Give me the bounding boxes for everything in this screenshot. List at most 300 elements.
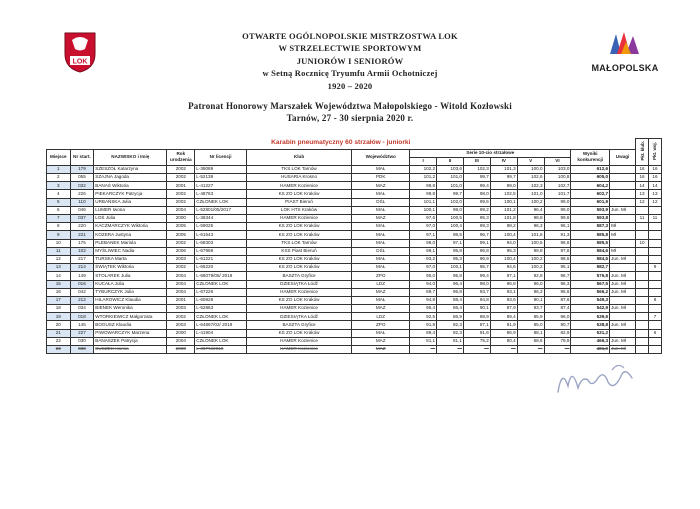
voivodeship-points-cell: 11 xyxy=(648,215,661,223)
series-score-cell: 100,1 xyxy=(410,206,437,214)
series-score-cell: — xyxy=(410,346,437,354)
series-score-cell: 100,2 xyxy=(517,198,544,206)
series-score-cell: 98,5 xyxy=(544,255,571,263)
club-points-cell: 11 xyxy=(636,215,649,223)
total-score-cell: 584,5 xyxy=(571,255,610,263)
series-score-cell: 98,8 xyxy=(517,215,544,223)
club-cell: LOK HTS Kraków xyxy=(246,206,351,214)
license-cell: CZŁONEK LOK xyxy=(195,313,247,321)
birth-year-cell: 2002 xyxy=(167,239,195,247)
club-cell: KSS Piast Bieruń xyxy=(246,247,351,255)
remarks-cell: Mł xyxy=(610,247,636,255)
header-woj: Województwo xyxy=(352,149,410,165)
series-score-cell: 103,0 xyxy=(544,165,571,173)
club-cell: TKS LOK Tarnów xyxy=(246,239,351,247)
voivodeship-cell: MAŁ xyxy=(352,255,410,263)
start-number-cell: 046 xyxy=(70,206,94,214)
club-cell: KS ZO LOK Kraków xyxy=(246,296,351,304)
series-score-cell: 94,8 xyxy=(463,296,490,304)
total-score-cell: 531,2 xyxy=(571,329,610,337)
series-score-cell: 100,4 xyxy=(490,231,517,239)
total-score-cell: 481,0 xyxy=(571,346,610,354)
voivodeship-cell: DŚL xyxy=(352,247,410,255)
birth-year-cell: 2002 xyxy=(167,198,195,206)
birth-year-cell: 2000 xyxy=(167,215,195,223)
series-score-cell: 96,7 xyxy=(463,231,490,239)
remarks-cell xyxy=(610,198,636,206)
series-score-cell: 99,8 xyxy=(410,190,437,198)
club-points-cell xyxy=(636,321,649,329)
series-score-cell: 99,8 xyxy=(517,247,544,255)
club-points-cell xyxy=(636,231,649,239)
series-score-cell: — xyxy=(544,346,571,354)
voivodeship-cell: MAŁ xyxy=(352,329,410,337)
club-points-cell xyxy=(636,206,649,214)
birth-year-cell: 2004 xyxy=(167,206,195,214)
birth-year-cell: 2002 xyxy=(167,313,195,321)
header-uwagi: Uwagi xyxy=(610,149,636,165)
voivodeship-cell: MAŁ xyxy=(352,296,410,304)
header-nr-start: Nr start. xyxy=(70,149,94,165)
voivodeship-points-cell xyxy=(648,239,661,247)
series-score-cell: 87,9 xyxy=(490,305,517,313)
place-cell: 19 xyxy=(47,313,71,321)
series-score-cell: 93,7 xyxy=(463,288,490,296)
total-score-cell: 604,2 xyxy=(571,182,610,190)
place-cell: 10 xyxy=(47,239,71,247)
club-points-cell: 14 xyxy=(636,182,649,190)
header-series-5: V xyxy=(517,157,544,165)
total-score-cell: 587,3 xyxy=(571,223,610,231)
table-row xyxy=(47,190,662,198)
table-row xyxy=(47,264,662,272)
series-score-cell: 98,2 xyxy=(490,223,517,231)
voivodeship-points-cell xyxy=(648,288,661,296)
remarks-cell xyxy=(610,174,636,182)
series-score-cell: 99,5 xyxy=(463,198,490,206)
voivodeship-points-cell xyxy=(648,321,661,329)
remarks-cell xyxy=(610,296,636,304)
series-score-cell: 86,4 xyxy=(437,305,464,313)
place-cell: 14 xyxy=(47,272,71,280)
voivodeship-points-cell xyxy=(648,272,661,280)
remarks-cell xyxy=(610,239,636,247)
remarks-cell: Jun. Mł xyxy=(610,337,636,345)
series-score-cell: 100,0 xyxy=(517,165,544,173)
table-row xyxy=(47,198,662,206)
club-cell: HAMER Kozienice xyxy=(246,182,351,190)
club-cell: HAMER Kozienice xyxy=(246,215,351,223)
birth-year-cell: 2004 xyxy=(167,272,195,280)
birth-year-cell: 2004 xyxy=(167,337,195,345)
series-score-cell: 89,7 xyxy=(410,288,437,296)
birth-year-cell: 2004 xyxy=(167,288,195,296)
header-series-4: IV xyxy=(490,157,517,165)
license-cell: CZŁONEK LOK xyxy=(195,198,247,206)
total-score-cell: 593,8 xyxy=(571,215,610,223)
voivodeship-points-cell: 13 xyxy=(648,190,661,198)
club-cell: HAMER Kozienice xyxy=(246,346,351,354)
header-series-2: II xyxy=(437,157,464,165)
series-score-cell: 94,0 xyxy=(410,280,437,288)
table-row xyxy=(47,255,662,263)
remarks-cell: Jun. Mł xyxy=(610,272,636,280)
place-cell: 5 xyxy=(47,198,71,206)
series-score-cell: 99,8 xyxy=(410,182,437,190)
club-points-cell xyxy=(636,296,649,304)
start-number-cell: 214 xyxy=(70,264,94,272)
series-score-cell: 89,4 xyxy=(490,313,517,321)
series-score-cell: 92,5 xyxy=(410,313,437,321)
voivodeship-points-cell: 16 xyxy=(648,174,661,182)
series-score-cell: 97,1 xyxy=(437,239,464,247)
start-number-cell: 212 xyxy=(70,296,94,304)
series-score-cell: 100,8 xyxy=(544,174,571,182)
series-score-cell: 100,4 xyxy=(490,255,517,263)
voivodeship-cell: MAŁ xyxy=(352,264,410,272)
series-score-cell: 89,4 xyxy=(410,329,437,337)
series-score-cell: 85,0 xyxy=(517,321,544,329)
series-score-cell: 99,7 xyxy=(463,174,490,182)
remarks-cell xyxy=(610,215,636,223)
name-cell: LUMER Iwona xyxy=(94,206,167,214)
table-title: Karabin pneumatyczny 60 strzałów - juniorki xyxy=(47,139,636,150)
table-row xyxy=(47,215,662,223)
series-score-cell: 99,2 xyxy=(463,206,490,214)
table-row xyxy=(47,247,662,255)
place-cell: 2 xyxy=(47,174,71,182)
table-row xyxy=(47,346,662,354)
voivodeship-cell: ZPO xyxy=(352,321,410,329)
header-line-2: W STRZELECTWIE SPORTOWYM xyxy=(278,43,422,54)
header-serie: Serie 10-cio strzałowe xyxy=(410,149,571,157)
series-score-cell: 96,4 xyxy=(517,206,544,214)
series-score-cell: 88,1 xyxy=(517,329,544,337)
series-score-cell: 96,8 xyxy=(490,280,517,288)
club-cell: KS ZO LOK Kraków xyxy=(246,223,351,231)
header-line-5: 1920 – 2020 xyxy=(327,80,373,91)
series-score-cell: 95,8 xyxy=(437,272,464,280)
total-score-cell: 602,7 xyxy=(571,190,610,198)
birth-year-cell: 2003 xyxy=(167,255,195,263)
place-cell: 20 xyxy=(47,321,71,329)
license-cell: L-67226 xyxy=(195,288,247,296)
total-score-cell: 585,5 xyxy=(571,239,610,247)
series-score-cell: 97,1 xyxy=(490,272,517,280)
total-score-cell: 584,6 xyxy=(571,247,610,255)
series-score-cell: 85,9 xyxy=(517,313,544,321)
name-cell: LOŚ Julia xyxy=(94,215,167,223)
license-cell: L-52138 xyxy=(195,174,247,182)
series-score-cell: 103,6 xyxy=(437,165,464,173)
birth-year-cell: 2001 xyxy=(167,182,195,190)
series-score-cell: 95,3 xyxy=(463,215,490,223)
name-cell: BIENEK Weronika xyxy=(94,305,167,313)
series-score-cell: 90,1 xyxy=(463,305,490,313)
name-cell: BANAŚ Wiktoria xyxy=(94,182,167,190)
voivodeship-points-cell xyxy=(648,305,661,313)
series-score-cell: 91,8 xyxy=(410,321,437,329)
place-cell: 12 xyxy=(47,255,71,263)
remarks-cell: Jun. Mł xyxy=(610,305,636,313)
header-miejsce: Miejsce xyxy=(47,149,71,165)
series-score-cell: 100,1 xyxy=(490,198,517,206)
name-cell: STOLAREK Julia xyxy=(94,272,167,280)
club-cell: BASZTA Gryfice xyxy=(246,272,351,280)
place-cell: 8 xyxy=(47,223,71,231)
club-cell: KS ZO LOK Kraków xyxy=(246,255,351,263)
place-cell: 16 xyxy=(47,288,71,296)
header-line-3: JUNIORÓW I SENIORÓW xyxy=(296,55,404,66)
series-score-cell: 81,1 xyxy=(437,337,464,345)
birth-year-cell: 2003 xyxy=(167,305,195,313)
birth-year-cell: 2005 xyxy=(167,223,195,231)
remarks-cell: Jun. Mł xyxy=(610,346,636,354)
voivodeship-cell: MAŁ xyxy=(352,239,410,247)
voivodeship-points-cell: 8 xyxy=(648,296,661,304)
series-score-cell: 101,2 xyxy=(410,174,437,182)
name-cell: URBAŃSKA Julia xyxy=(94,198,167,206)
series-score-cell: 87,1 xyxy=(463,321,490,329)
start-number-cell: 217 xyxy=(70,255,94,263)
table-row xyxy=(47,272,662,280)
series-score-cell: 99,0 xyxy=(490,182,517,190)
header-series-1: I xyxy=(410,157,437,165)
total-score-cell: 605,0 xyxy=(571,174,610,182)
series-score-cell: 101,0 xyxy=(437,174,464,182)
voivodeship-cell: MAŁ xyxy=(352,206,410,214)
voivodeship-points-cell: 9 xyxy=(648,264,661,272)
birth-year-cell: 2002 xyxy=(167,190,195,198)
license-cell: L-52801/05/2017 xyxy=(195,206,247,214)
license-cell: CZŁONEK LOK xyxy=(195,337,247,345)
header-rok: Rok urodzenia xyxy=(167,149,195,165)
club-points-cell: 16 xyxy=(636,165,649,173)
series-score-cell: 96,8 xyxy=(463,247,490,255)
voivodeship-points-cell xyxy=(648,280,661,288)
series-score-cell: 96,0 xyxy=(544,313,571,321)
club-points-cell xyxy=(636,247,649,255)
series-score-cell: 102,3 xyxy=(517,182,544,190)
series-score-cell: 99,0 xyxy=(544,198,571,206)
license-cell: L-66079/05/ 2019 xyxy=(195,272,247,280)
series-score-cell: 80,4 xyxy=(490,337,517,345)
remarks-cell: Jun. Mł xyxy=(610,288,636,296)
voivodeship-cell: DŚL xyxy=(352,198,410,206)
club-cell: HAMER Kozienice xyxy=(246,305,351,313)
series-score-cell: 100,5 xyxy=(517,239,544,247)
voivodeship-points-cell xyxy=(648,247,661,255)
series-score-cell: 98,0 xyxy=(463,280,490,288)
total-score-cell: 585,8 xyxy=(571,231,610,239)
club-points-cell: 10 xyxy=(636,239,649,247)
series-score-cell: 102,2 xyxy=(410,165,437,173)
place-cell: 3 xyxy=(47,182,71,190)
header-pkt-woj: Pkt. woj. xyxy=(652,141,658,160)
series-score-cell: 99,8 xyxy=(544,215,571,223)
series-score-cell: 94,0 xyxy=(490,239,517,247)
start-number-cell: 179 xyxy=(70,165,94,173)
series-score-cell: 102,3 xyxy=(463,165,490,173)
voivodeship-points-cell: 12 xyxy=(648,198,661,206)
club-cell: KS ZO LOK Kraków xyxy=(246,231,351,239)
series-score-cell: 96,1 xyxy=(544,223,571,231)
series-score-cell: 94,6 xyxy=(490,264,517,272)
header-wynik: Wyniki konkurencji xyxy=(571,149,610,165)
club-cell: DZIESIĄTKA Łódź xyxy=(246,280,351,288)
voivodeship-cell: MAŁ xyxy=(352,190,410,198)
series-score-cell: 96,7 xyxy=(544,272,571,280)
remarks-cell xyxy=(610,313,636,321)
header-series-6: VI xyxy=(544,157,571,165)
header-series-3: III xyxy=(463,157,490,165)
series-score-cell: 91,3 xyxy=(544,231,571,239)
header-licencja: Nr licencji xyxy=(195,149,247,165)
total-score-cell: 576,8 xyxy=(571,272,610,280)
birth-year-cell: 2003 xyxy=(167,321,195,329)
series-score-cell: 101,8 xyxy=(490,215,517,223)
license-cell: L-36344 xyxy=(195,215,247,223)
total-score-cell: 542,9 xyxy=(571,305,610,313)
club-points-cell xyxy=(636,288,649,296)
club-cell: KS ZO LOK Kraków xyxy=(246,329,351,337)
series-score-cell: 95,6 xyxy=(544,288,571,296)
series-score-cell: 98,0 xyxy=(463,190,490,198)
series-score-cell: 95,4 xyxy=(410,305,437,313)
voivodeship-points-cell xyxy=(648,231,661,239)
start-number-cell: 149 xyxy=(70,272,94,280)
start-number-cell: 032 xyxy=(70,182,94,190)
table-row xyxy=(47,223,662,231)
series-score-cell: 101,7 xyxy=(544,190,571,198)
name-cell: MYŚLIWIEC Nadia xyxy=(94,247,167,255)
series-score-cell: 96,8 xyxy=(544,239,571,247)
table-row xyxy=(47,239,662,247)
club-cell: HAMER Kozienice xyxy=(246,288,351,296)
series-score-cell: 100,2 xyxy=(517,264,544,272)
remarks-cell: Jun. Mł xyxy=(610,206,636,214)
voivodeship-points-cell xyxy=(648,223,661,231)
remarks-cell: Jun. Mł xyxy=(610,255,636,263)
birth-year-cell: 2002 xyxy=(167,165,195,173)
license-cell: L-61221 xyxy=(195,255,247,263)
series-score-cell: 97,6 xyxy=(410,215,437,223)
name-cell: TURSKA Marta xyxy=(94,255,167,263)
start-number-cell: 102 xyxy=(70,247,94,255)
start-number-cell: 030 xyxy=(70,337,94,345)
name-cell: SZAJNA Jagoda xyxy=(94,174,167,182)
table-row xyxy=(47,296,662,304)
series-score-cell: 88,9 xyxy=(463,313,490,321)
license-cell: L-52863 xyxy=(195,305,247,313)
voivodeship-points-cell: 6 xyxy=(648,329,661,337)
place-cell: 4 xyxy=(47,190,71,198)
club-points-cell xyxy=(636,272,649,280)
name-cell: ŚWIĄTEK Wiktoria xyxy=(94,264,167,272)
series-score-cell: 100,4 xyxy=(437,223,464,231)
series-score-cell: 101,2 xyxy=(490,206,517,214)
table-row xyxy=(47,305,662,313)
total-score-cell: 538,8 xyxy=(571,321,610,329)
club-points-cell xyxy=(636,280,649,288)
birth-year-cell: 2000 xyxy=(167,346,195,354)
voivodeship-points-cell xyxy=(648,346,661,354)
remarks-cell: Mł xyxy=(610,223,636,231)
series-score-cell: — xyxy=(490,346,517,354)
name-cell: PIEKARCZYK Patrycja xyxy=(94,190,167,198)
start-number-cell: 145 xyxy=(70,321,94,329)
series-score-cell: 79,9 xyxy=(544,337,571,345)
start-number-cell: 037 xyxy=(70,215,94,223)
series-score-cell: 91,9 xyxy=(490,321,517,329)
series-score-cell: — xyxy=(437,346,464,354)
place-cell: 13 xyxy=(47,264,71,272)
malopolska-mark-icon xyxy=(607,30,643,56)
series-score-cell: 93,1 xyxy=(490,288,517,296)
series-score-cell: 101,0 xyxy=(437,182,464,190)
series-score-cell: 93,7 xyxy=(517,305,544,313)
start-number-cell: 175 xyxy=(70,239,94,247)
series-score-cell: 99,3 xyxy=(463,223,490,231)
series-score-cell: 99,0 xyxy=(544,206,571,214)
voivodeship-cell: MAZ xyxy=(352,346,410,354)
voivodeship-cell: LDZ xyxy=(352,313,410,321)
series-score-cell: 86,9 xyxy=(437,313,464,321)
series-score-cell: 96,0 xyxy=(517,280,544,288)
license-cell: L-39PN/2019 xyxy=(195,346,247,354)
license-cell: L-41227 xyxy=(195,182,247,190)
series-score-cell: 75,2 xyxy=(463,337,490,345)
table-row xyxy=(47,280,662,288)
place-date: Tarnów, 27 - 30 sierpnia 2020 r. xyxy=(286,113,414,124)
start-number-cell: 220 xyxy=(70,223,94,231)
series-score-cell: 95,3 xyxy=(490,247,517,255)
place-cell: 23 xyxy=(47,346,71,354)
series-score-cell: 101,8 xyxy=(517,231,544,239)
series-score-cell: 98,0 xyxy=(410,239,437,247)
series-score-cell: 92,8 xyxy=(517,272,544,280)
series-score-cell: 97,1 xyxy=(410,231,437,239)
series-score-cell: 101,0 xyxy=(517,190,544,198)
name-cell: BANASZEK Patrycja xyxy=(94,337,167,345)
place-cell: 15 xyxy=(47,280,71,288)
series-score-cell: 97,8 xyxy=(544,247,571,255)
series-score-cell: 98,0 xyxy=(437,206,464,214)
series-score-cell: 102,7 xyxy=(544,182,571,190)
series-score-cell: 90,7 xyxy=(544,321,571,329)
total-score-cell: 567,5 xyxy=(571,280,610,288)
club-points-cell xyxy=(636,255,649,263)
remarks-cell xyxy=(610,329,636,337)
series-score-cell: 92,3 xyxy=(437,321,464,329)
start-number-cell: 030 xyxy=(70,346,94,354)
series-score-cell: 99,1 xyxy=(410,247,437,255)
birth-year-cell: 2004 xyxy=(167,280,195,288)
license-cell: L-60828 xyxy=(195,296,247,304)
series-score-cell: 96,9 xyxy=(463,255,490,263)
club-cell: KS ZO LOK Kraków xyxy=(246,264,351,272)
series-score-cell: 101,3 xyxy=(490,165,517,173)
remarks-cell xyxy=(610,182,636,190)
name-cell: BOGUSZ Klaudia xyxy=(94,321,167,329)
series-score-cell: 101,1 xyxy=(410,198,437,206)
birth-year-cell: 2002 xyxy=(167,174,195,182)
series-score-cell: 100,2 xyxy=(517,255,544,263)
voivodeship-points-cell: 16 xyxy=(648,165,661,173)
club-cell: HAMER Kozienice xyxy=(246,337,351,345)
place-cell: 21 xyxy=(47,329,71,337)
results-sheet xyxy=(46,138,662,354)
